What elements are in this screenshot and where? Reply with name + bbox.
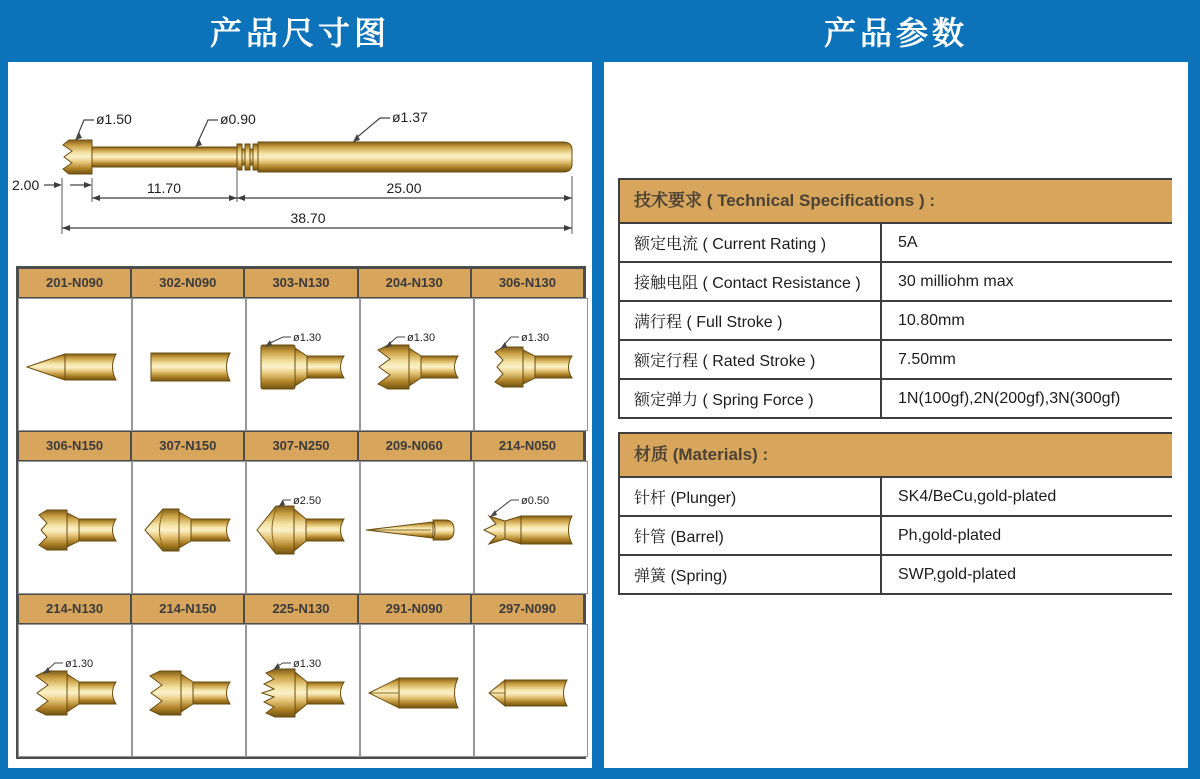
- pin-tip-cell: [360, 298, 474, 431]
- dimensions-panel: [8, 62, 592, 768]
- pin-tip-cell: [474, 461, 588, 594]
- model-label: 214-N050: [471, 431, 584, 461]
- spec-table-title: 技术要求 ( Technical Specifications ) :: [620, 178, 1172, 224]
- model-label: 307-N150: [131, 431, 244, 461]
- page-title-parameters: 产品参数: [823, 15, 968, 51]
- param-row: [620, 263, 1172, 302]
- pin-tip-drawing: [133, 649, 245, 733]
- pin-tip-drawing: [361, 649, 473, 733]
- probe-dimension-drawing: [8, 62, 592, 265]
- dim-len-plunger: 11.70: [147, 180, 181, 196]
- probe-ring: [253, 144, 258, 170]
- model-label: 214-N130: [18, 594, 131, 624]
- model-label: 225-N130: [244, 594, 357, 624]
- grid-drawing-row: [18, 461, 584, 594]
- grid-header-row: [18, 594, 584, 624]
- tip-style-grid: [16, 266, 586, 759]
- pin-tip-cell: [18, 461, 132, 594]
- model-label: 302-N090: [131, 268, 244, 298]
- tip-dim-label: ø0.50: [521, 494, 550, 507]
- pin-tip-drawing: [361, 486, 473, 570]
- pin-tip-cell: [246, 461, 360, 594]
- param-value: Ph,gold-plated: [898, 526, 1002, 544]
- pin-tip-drawing: [247, 649, 359, 733]
- pin-tip-drawing: [361, 323, 473, 407]
- param-label: 额定行程 ( Rated Stroke ): [620, 341, 882, 378]
- param-label: 针杆 (Plunger): [620, 478, 882, 515]
- param-row: [620, 380, 1172, 419]
- model-label: 204-N130: [358, 268, 471, 298]
- tip-dim-label: ø1.30: [407, 331, 436, 344]
- pin-tip-drawing: [247, 486, 359, 570]
- grid-header-row: [18, 268, 584, 298]
- pin-tip-cell: [132, 624, 246, 757]
- model-label: 297-N090: [471, 594, 584, 624]
- pin-tip-drawing: [475, 323, 587, 407]
- tip-dim-label: ø1.30: [521, 331, 550, 344]
- materials-table: [618, 432, 1172, 595]
- pin-tip-cell: [474, 624, 588, 757]
- probe-crown-tip: [63, 140, 92, 174]
- pin-tip-cell: [132, 461, 246, 594]
- dim-len-tip: 2.00: [12, 177, 40, 193]
- param-row: [620, 224, 1172, 263]
- param-label: 针管 (Barrel): [620, 517, 882, 554]
- probe-ring: [237, 144, 242, 170]
- model-label: 303-N130: [244, 268, 357, 298]
- pin-tip-cell: [474, 298, 588, 431]
- dim-dia-tip: ø1.50: [96, 111, 132, 127]
- materials-table-title: 材质 (Materials) :: [620, 432, 1172, 478]
- model-label: 306-N150: [18, 431, 131, 461]
- model-label: 307-N250: [244, 431, 357, 461]
- pin-tip-cell: [132, 298, 246, 431]
- param-value: SWP,gold-plated: [898, 565, 1016, 583]
- dim-dia-plunger: ø0.90: [220, 111, 256, 127]
- tip-dim-label: ø2.50: [293, 494, 322, 507]
- param-value: SK4/BeCu,gold-plated: [898, 487, 1057, 505]
- pin-tip-cell: [18, 624, 132, 757]
- dim-dia-barrel: ø1.37: [392, 109, 428, 125]
- param-value: 1N(100gf),2N(200gf),3N(300gf): [898, 389, 1121, 407]
- tip-dim-label: ø1.30: [293, 331, 322, 344]
- param-value: 7.50mm: [898, 350, 956, 368]
- param-label: 满行程 ( Full Stroke ): [620, 302, 882, 339]
- spec-table-rows: [620, 224, 1172, 419]
- dim-len-barrel: 25.00: [386, 180, 422, 196]
- pin-tip-drawing: [19, 649, 131, 733]
- pin-tip-drawing: [133, 323, 245, 407]
- page-title-dimensions: 产品尺寸图: [209, 15, 390, 51]
- param-label: 额定电流 ( Current Rating ): [620, 224, 882, 261]
- pin-tip-drawing: [19, 323, 131, 407]
- pin-tip-cell: [246, 624, 360, 757]
- probe-ring: [245, 144, 250, 170]
- parameters-panel: [604, 62, 1188, 768]
- pin-tip-drawing: [19, 486, 131, 570]
- model-label: 201-N090: [18, 268, 131, 298]
- dim-len-total: 38.70: [290, 210, 326, 226]
- param-row: [620, 517, 1172, 556]
- grid-drawing-row: [18, 298, 584, 431]
- pin-tip-drawing: [475, 486, 587, 570]
- param-value: 30 milliohm max: [898, 272, 1014, 290]
- model-label: 209-N060: [358, 431, 471, 461]
- pin-tip-cell: [360, 624, 474, 757]
- pin-tip-drawing: [475, 649, 587, 733]
- probe-barrel: [258, 142, 572, 172]
- tip-dim-label: ø1.30: [65, 657, 94, 670]
- tip-dim-label: ø1.30: [293, 657, 322, 670]
- pin-tip-drawing: [133, 486, 245, 570]
- probe-plunger: [92, 147, 237, 167]
- param-row: [620, 302, 1172, 341]
- param-value: 10.80mm: [898, 311, 965, 329]
- param-row: [620, 478, 1172, 517]
- model-label: 291-N090: [358, 594, 471, 624]
- technical-specifications-table: [618, 178, 1172, 419]
- model-label: 214-N150: [131, 594, 244, 624]
- param-label: 接触电阻 ( Contact Resistance ): [620, 263, 882, 300]
- grid-header-row: [18, 431, 584, 461]
- param-row: [620, 341, 1172, 380]
- param-value: 5A: [898, 233, 918, 251]
- materials-table-rows: [620, 478, 1172, 595]
- pin-tip-cell: [360, 461, 474, 594]
- param-label: 弹簧 (Spring): [620, 556, 882, 593]
- pin-tip-drawing: [247, 323, 359, 407]
- pin-tip-cell: [18, 298, 132, 431]
- model-label: 306-N130: [471, 268, 584, 298]
- grid-drawing-row: [18, 624, 584, 757]
- param-row: [620, 556, 1172, 595]
- pin-tip-cell: [246, 298, 360, 431]
- param-label: 额定弹力 ( Spring Force ): [620, 380, 882, 417]
